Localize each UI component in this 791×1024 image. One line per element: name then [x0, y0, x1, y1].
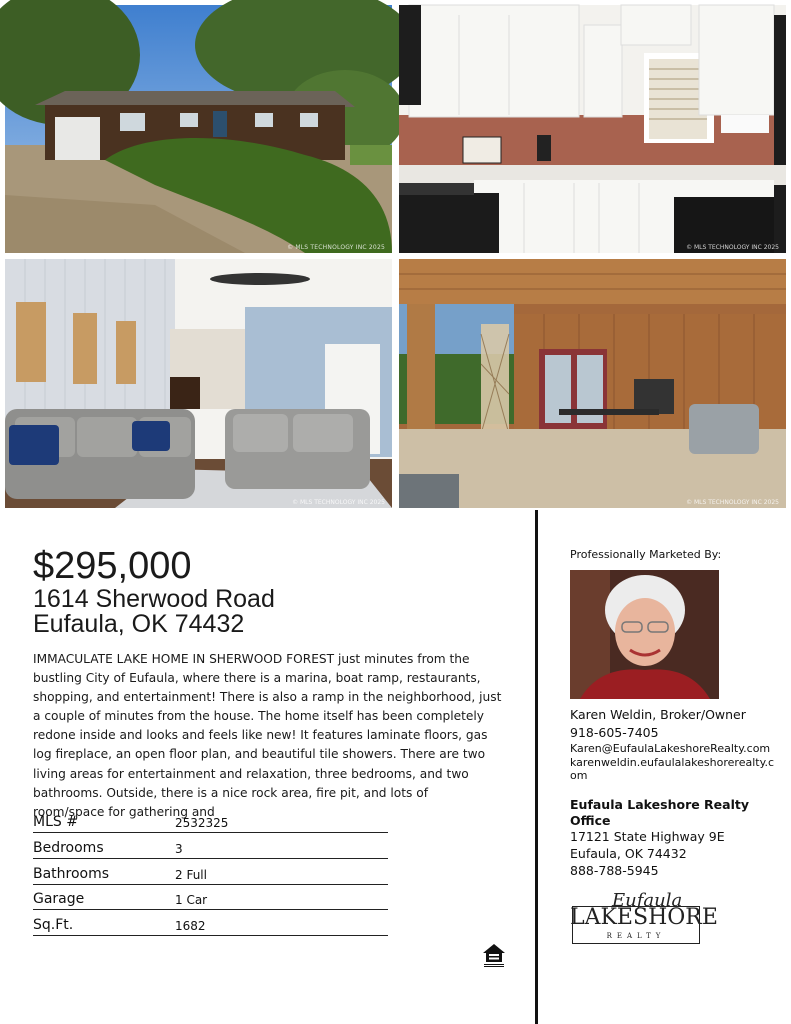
fact-row-bedrooms [33, 833, 388, 859]
agent-phone[interactable]: 918-605-7405 [570, 725, 659, 740]
photo-watermark: © MLS TECHNOLOGY INC 2025 [287, 244, 385, 251]
photo-exterior [5, 5, 392, 253]
fact-value: 2532325 [175, 816, 229, 830]
listing-price: $295,000 [33, 545, 192, 587]
fact-value: 3 [175, 842, 183, 856]
fact-row-sqft [33, 910, 388, 936]
fact-label: Garage [33, 891, 85, 907]
column-divider [535, 510, 538, 1024]
fact-label: Sq.Ft. [33, 917, 74, 933]
logo-script-text: Eufaula [612, 890, 683, 911]
office-name: Eufaula Lakeshore Realty Office [570, 797, 750, 828]
fact-label: MLS # [33, 814, 78, 830]
office-city: Eufaula, OK 74432 [570, 846, 687, 861]
listing-description: IMMACULATE LAKE HOME IN SHERWOOD FOREST just minutes from the bustling City of Eufaula, where there is a marina, boat ramp, restaurants, shopping, and entertainment! There is also a ramp in the neighborhood, just a couple of minutes from the house. The home itself has been completely redone inside and looks and feels like new! It features laminate floors, gas log fireplace, an open floor plan, and beautiful tile showers. There are two living areas for entertainment and relaxation, three bedrooms, and two bathrooms. Outside, there is a nice rock area, fire pit, and lots of room/space for gathering and [33, 652, 502, 819]
logo-sub-text: REALTY [606, 932, 666, 940]
office-phone[interactable]: 888-788-5945 [570, 863, 659, 878]
fact-row-bathrooms [33, 859, 388, 885]
agent-photo [570, 570, 719, 699]
marketed-by-label: Professionally Marketed By: [570, 548, 722, 561]
photo-covered-patio [399, 259, 786, 508]
agent-website[interactable]: karenweldin.eufaulalakeshorerealty.com [570, 756, 775, 782]
equal-housing-icon [481, 942, 507, 968]
agent-email[interactable]: Karen@EufaulaLakeshoreRealty.com [570, 742, 771, 755]
fact-label: Bedrooms [33, 840, 104, 856]
address-line-1: 1614 Sherwood Road [33, 585, 275, 613]
photo-watermark: © MLS TECHNOLOGY INC 2025 [686, 499, 779, 506]
agent-name: Karen Weldin, Broker/Owner [570, 707, 746, 722]
photo-watermark: © MLS TECHNOLOGY INC 2025 [686, 244, 779, 251]
fact-row-mls [33, 807, 388, 833]
fact-value: 1 Car [175, 893, 208, 907]
fact-value: 2 Full [175, 868, 207, 882]
logo-main-text: LAKESHORE [570, 905, 718, 930]
fact-value: 1682 [175, 919, 206, 933]
photo-living-room [5, 259, 392, 508]
brokerage-logo [570, 890, 718, 948]
address-line-2: Eufaula, OK 74432 [33, 610, 245, 638]
office-street: 17121 State Highway 9E [570, 829, 725, 844]
photo-kitchen [399, 5, 786, 253]
fact-row-garage [33, 884, 388, 910]
photo-watermark: © MLS TECHNOLOGY INC 2025 [292, 499, 385, 506]
fact-label: Bathrooms [33, 866, 110, 882]
